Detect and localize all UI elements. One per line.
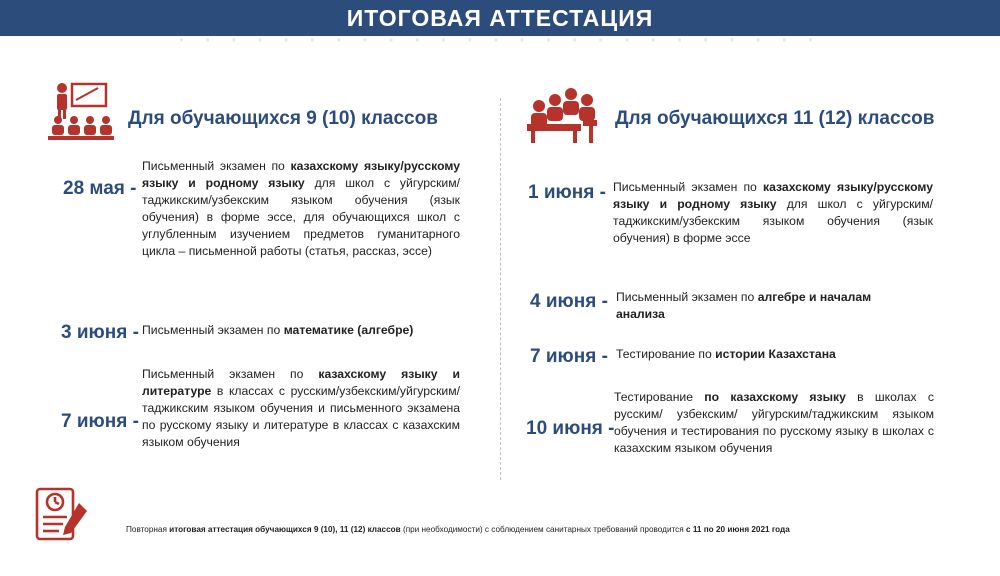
left-description-3: Письменный экзамен по казахскому языку и литературе в классах с русским/узбекским/уйгурским/таджикским языком обучения и письменного экзамена по русскому языку и литературе в классах с казахским языком обучения — [142, 367, 460, 449]
left-column-title: Для обучающихся 9 (10) классов — [128, 108, 438, 129]
footer-note: Повторная итоговая аттестация обучающихся 9 (10), 11 (12) классов (при необходимости) с соблюдением санитарных требований проводится с 11 по 20 июня 2021 года — [126, 525, 790, 534]
column-divider — [500, 98, 501, 480]
left-description-2: Письменный экзамен по математике (алгебре) — [142, 323, 414, 337]
right-date-4: 10 июня - — [526, 418, 615, 439]
right-description-2: Письменный экзамен по алгебре и началам анализа — [616, 290, 872, 321]
header-decor: · · · · · · · · · · · · · · · · · · · · · · · · · — [178, 34, 822, 48]
right-description-1: Письменный экзамен по казахскому языку/русскому языку и родному языку для школ с уйгурским/таджикским/узбекским языком обучения (язык обучения) в форме эссе — [613, 180, 933, 245]
students-desks-icon — [525, 86, 599, 144]
left-date-1: 28 мая - — [63, 178, 137, 199]
right-description-3: Тестирование по истории Казахстана — [616, 347, 836, 361]
right-date-3: 7 июня - — [530, 346, 608, 367]
left-date-2: 3 июня - — [61, 322, 139, 343]
page-title: ИТОГОВАЯ АТТЕСТАЦИЯ — [346, 5, 654, 31]
right-date-1: 1 июня - — [528, 182, 606, 203]
teacher-class-icon — [46, 80, 116, 142]
right-column-title: Для обучающихся 11 (12) классов — [615, 108, 935, 129]
right-date-2: 4 июня - — [530, 291, 608, 312]
left-date-3: 7 июня - — [61, 411, 139, 432]
left-description-1: Письменный экзамен по казахскому языку/русскому языку и родному языку для школ с уйгурским/таджикским/узбекским языком обучения (язык обучения) в форме эссе, для обучающихся школ с углубленным изучением предметов гуманитарного цикла – письменной работы (статья, рассказ, эссе) — [142, 159, 460, 258]
document-clock-pen-icon — [33, 485, 93, 545]
right-description-4: Тестирование по казахскому языку в школах с русским/ узбекским/ уйгурским/таджикским языком обучения и тестирования по русскому языку в школах с казахским языком обучения — [614, 390, 934, 455]
page-header — [0, 0, 1000, 36]
